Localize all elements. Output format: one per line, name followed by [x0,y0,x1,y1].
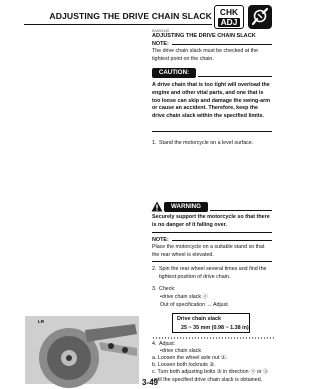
step-1 [152,140,274,148]
note2-rule [172,240,272,241]
note2-text: Place the motorcycle on a suitable stand so that the rear wheel is elevated. [152,244,265,258]
header-rule [24,24,212,25]
photo-label-lr: LR [38,319,45,324]
caution-end-rule [152,131,272,132]
note2-end-rule [152,261,272,262]
warning-rule [210,210,272,211]
warning-triangle-icon [151,201,163,212]
step-4-number: 4. [152,341,157,347]
note1-text: The drive chain slack must be checked at the tightest point on the chain. [152,48,258,62]
page-header-title: ADJUSTING THE DRIVE CHAIN SLACK [49,11,212,21]
step-4-a: a. Loosen the wheel axle nut ①. [152,355,228,361]
caution-label: CAUTION: [152,68,196,78]
step-3-text: Check: [159,286,176,292]
step-1-text: Stand the motorcycle on a level surface. [159,140,254,146]
spec-value: 25 ~ 35 mm (0.98 ~ 1.38 in) [181,325,249,331]
step-1-number: 1. [152,140,157,146]
warning-end-rule [152,232,272,233]
section-code: EAS00140 [152,29,170,33]
wrench-icon [248,5,272,29]
warning-text: Securely support the motorcycle so that there is no danger of it falling over. [152,214,270,228]
step-4-b: b. Loosen both locknuts ②. [152,362,216,368]
step-2-text: Spin the rear wheel several times and find the tightest position of drive chain. [159,266,267,280]
caution-rule [198,76,272,77]
spec-box [172,313,250,333]
badge-line2: ADJ [218,18,240,27]
note1-rule [172,44,272,45]
note2-label: NOTE: [152,237,169,243]
step-3-out-of-spec: Out of specification → Adjust. [160,302,230,308]
step-3-bullet: •drive chain slack ⓐ [160,294,208,300]
step-4-bullet: •drive chain slack [160,348,202,354]
section-title: ADJUSTING THE DRIVE CHAIN SLACK [152,33,256,39]
step-3 [152,286,274,294]
step-2-number: 2. [152,266,157,272]
step-2 [152,266,274,282]
dotted-divider [152,337,274,339]
note1-label: NOTE: [152,41,169,47]
rear-wheel-chain-photo [25,316,139,384]
step-3-number: 3. [152,286,157,292]
page-number: 3-49 [141,378,158,387]
badge-line1: CHK [219,7,239,17]
step-4-c: c. Turn both adjusting bolts ③ in direction ⓐ or ⓑ until the specified drive chain slack is obtained. [152,369,269,383]
warning-label: WARNING [164,202,208,212]
chk-adj-badge [214,5,244,29]
step-4-text: Adjust: [159,341,176,347]
spec-title: Drive chain slack [177,316,222,322]
caution-text: A drive chain that is too tight will overload the engine and other vital parts, and one that is too loose can skip and damage the swing-arm or cause an accident. Therefore, keep the drive chain slack within the specified limits. [152,82,271,120]
